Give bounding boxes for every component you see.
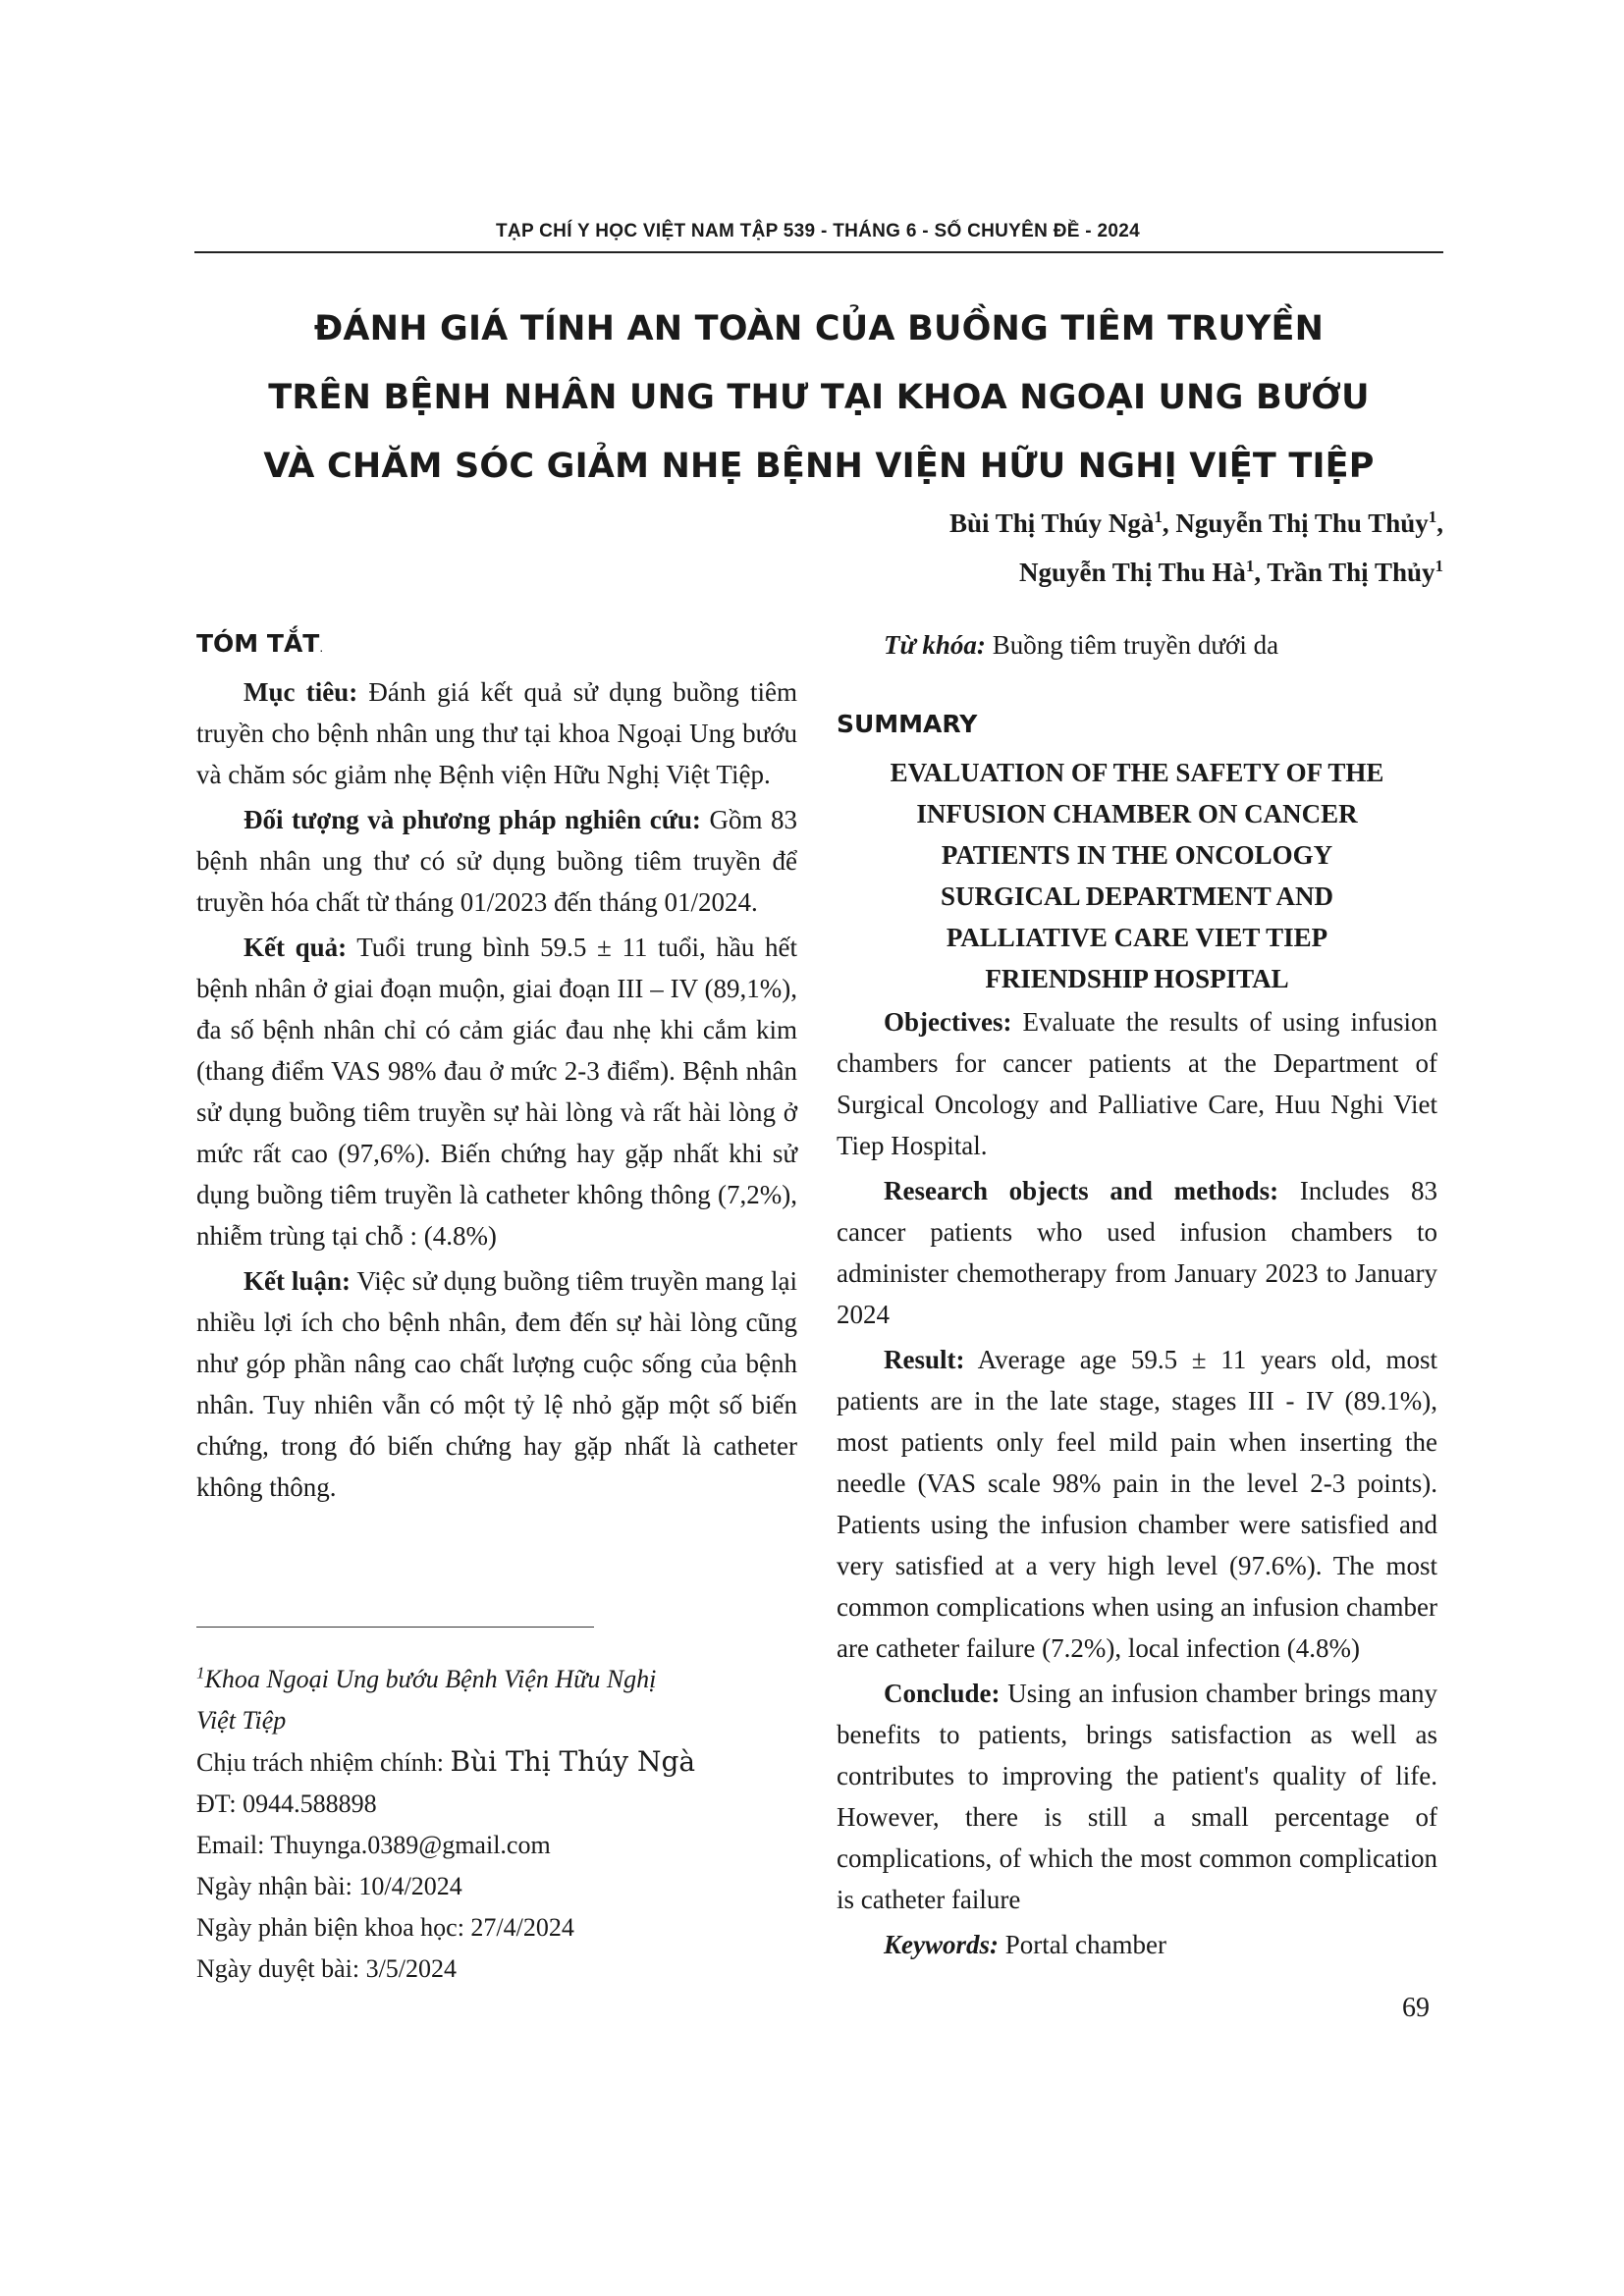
- header-rule: [194, 251, 1443, 253]
- result-paragraph: [837, 1339, 1437, 1669]
- conclusion-label: Kết luận:: [244, 1266, 351, 1296]
- results-label: Kết quả:: [244, 933, 348, 962]
- keywords-label: Từ khóa:: [884, 630, 986, 660]
- english-title-line: SURGICAL DEPARTMENT AND: [940, 881, 1334, 911]
- journal-header: TẠP CHÍ Y HỌC VIỆT NAM TẬP 539 - THÁNG 6 - SỐ CHUYÊN ĐỀ - 2024: [496, 221, 1140, 241]
- affiliation-line-2: Việt Tiệp: [196, 1706, 287, 1735]
- received-date: Ngày nhận bài: 10/4/2024: [196, 1872, 462, 1900]
- responsible-label: Chịu trách nhiệm chính:: [196, 1748, 451, 1777]
- author-list: [949, 496, 1443, 594]
- abstract-vietnamese: [196, 624, 797, 1512]
- author-name: Nguyễn Thị Thu Hà: [1019, 558, 1246, 587]
- affiliation-marker: 1: [1245, 557, 1255, 575]
- title-line-2: TRÊN BỆNH NHÂN UNG THƯ TẠI KHOA NGOẠI UNG BƯỚU: [268, 378, 1370, 417]
- objectives-label: Objectives:: [884, 1007, 1012, 1037]
- author-line-1: [949, 496, 1443, 545]
- methods-paragraph-en: [837, 1170, 1437, 1335]
- keywords-english: [837, 1924, 1437, 1965]
- abstract-english: [837, 624, 1437, 1969]
- heading-mark: .: [319, 641, 324, 655]
- results-text: Tuổi trung bình 59.5 ± 11 tuổi, hầu hết bệnh nhân ở giai đoạn muộn, giai đoạn III – IV (89,1%), đa số bệnh nhân chỉ có cảm giác đau nhẹ khi cắm kim (thang điểm VAS 98% đau ở mức 2-3 điểm). Bệnh nhân sử dụng buồng tiêm truyền sự hài lòng và rất hài lòng ở mức rất cao (97,6%). Biến chứng hay gặp nhất khi sử dụng buồng tiêm truyền là catheter không thông (7,2%), nhiễm trùng tại chỗ : (4.8%): [196, 933, 798, 1251]
- english-title-line: PATIENTS IN THE ONCOLOGY: [941, 840, 1333, 870]
- methods-label-en: Research objects and methods:: [884, 1176, 1279, 1205]
- author-separator: ,: [1254, 558, 1268, 587]
- title-line-3: VÀ CHĂM SÓC GIẢM NHẸ BỆNH VIỆN HỮU NGHỊ VIỆT TIỆP: [263, 447, 1375, 486]
- conclusion-text: Việc sử dụng buồng tiêm truyền mang lại nhiều lợi ích cho bệnh nhân, đem đến sự hài lòng cũng như góp phần nâng cao chất lượng cuộc sống của bệnh nhân. Tuy nhiên vẫn có một tỷ lệ nhỏ gặp một số biến chứng, trong đó biến chứng hay gặp nhất là catheter không thông.: [196, 1266, 797, 1502]
- objective-label: Mục tiêu:: [244, 677, 358, 707]
- title-line-1: ĐÁNH GIÁ TÍNH AN TOÀN CỦA BUỒNG TIÊM TRUYỀN: [313, 309, 1325, 348]
- summary-heading: SUMMARY: [837, 710, 978, 738]
- keywords-vietnamese: [837, 624, 1437, 666]
- responsible-name: Bùi Thị Thúy Ngà: [450, 1745, 696, 1778]
- phone: ĐT: 0944.588898: [196, 1789, 377, 1818]
- keywords-text: Buồng tiêm truyền dưới da: [985, 630, 1279, 660]
- review-date: Ngày phản biện khoa học: 27/4/2024: [196, 1913, 574, 1942]
- affiliation-line: [196, 1659, 825, 1700]
- affiliation-marker: 1: [1154, 507, 1163, 526]
- english-title-line: INFUSION CHAMBER ON CANCER: [916, 799, 1358, 828]
- author-name: Bùi Thị Thúy Ngà: [948, 508, 1155, 538]
- author-separator: ,: [1162, 508, 1176, 538]
- english-title: [837, 752, 1437, 999]
- english-title-line: PALLIATIVE CARE VIET TIEP: [946, 923, 1328, 952]
- page-number: 69: [1402, 1993, 1430, 2023]
- conclude-label: Conclude:: [884, 1679, 1001, 1708]
- author-separator: ,: [1436, 508, 1443, 538]
- methods-text: Gồm 83 bệnh nhân ung thư có sử dụng buồng tiêm truyền để truyền hóa chất từ tháng 01/2023 đến tháng 01/2024.: [196, 805, 798, 917]
- email: Email: Thuynga.0389@gmail.com: [196, 1831, 551, 1859]
- abstract-heading-text: TÓM TẮT: [196, 629, 320, 658]
- methods-text-en: Includes 83 cancer patients who used infusion chambers to administer chemotherapy from January 2023 to January 2024: [837, 1176, 1437, 1329]
- affiliation-text: Khoa Ngoại Ung bướu Bệnh Viện Hữu Nghị: [204, 1665, 657, 1693]
- conclude-text: Using an infusion chamber brings many benefits to patients, brings satisfaction as well as contributes to improving the patient's quality of life. However, there is still a small percentage of complications, of which the most common complication is catheter failure: [837, 1679, 1437, 1914]
- keywords-label-en: Keywords:: [884, 1930, 999, 1959]
- methods-label: Đối tượng và phương pháp nghiên cứu:: [244, 805, 701, 834]
- methods-paragraph: [196, 799, 797, 923]
- keywords-text-en: Portal chamber: [999, 1930, 1166, 1959]
- author-name: Nguyễn Thị Thu Thủy: [1175, 508, 1429, 538]
- english-title-line: FRIENDSHIP HOSPITAL: [985, 964, 1289, 993]
- approval-date: Ngày duyệt bài: 3/5/2024: [196, 1954, 458, 1983]
- author-name: Trần Thị Thủy: [1267, 558, 1435, 587]
- article-title: [194, 294, 1443, 501]
- responsible-author: [196, 1741, 825, 1784]
- objectives-text: Evaluate the results of using infusion chambers for cancer patients at the Department of Surgical Oncology and Palliative Care, Huu Nghi Viet Tiep Hospital.: [837, 1007, 1437, 1160]
- affiliation-marker: 1: [1435, 557, 1443, 575]
- conclude-paragraph: [837, 1673, 1437, 1920]
- author-line-2: [949, 545, 1443, 594]
- result-label: Result:: [884, 1345, 965, 1374]
- objective-paragraph: [196, 671, 797, 795]
- english-title-line: EVALUATION OF THE SAFETY OF THE: [890, 758, 1384, 787]
- conclusion-paragraph: [196, 1260, 797, 1508]
- result-text: Average age 59.5 ± 11 years old, most patients are in the late stage, stages III - IV (89.1%), most patients only feel mild pain when inserting the needle (VAS scale 98% pain in the level 2-3 points). Patients using the infusion chamber were satisfied and very satisfied at a very high level (97.6%). The most common complications when using an infusion chamber are catheter failure (7.2%), local infection (4.8%): [837, 1345, 1437, 1663]
- footnote-rule: [196, 1627, 594, 1628]
- objectives-paragraph: [837, 1001, 1437, 1166]
- results-paragraph: [196, 927, 797, 1256]
- affiliation-number: 1: [196, 1663, 205, 1682]
- affiliation-marker: 1: [1428, 507, 1437, 526]
- abstract-heading: [196, 624, 797, 664]
- footnotes: [196, 1659, 825, 1990]
- objective-text: Đánh giá kết quả sử dụng buồng tiêm truyền cho bệnh nhân ung thư tại khoa Ngoại Ung bướu và chăm sóc giảm nhẹ Bệnh viện Hữu Nghị Việt Tiệp.: [196, 677, 797, 789]
